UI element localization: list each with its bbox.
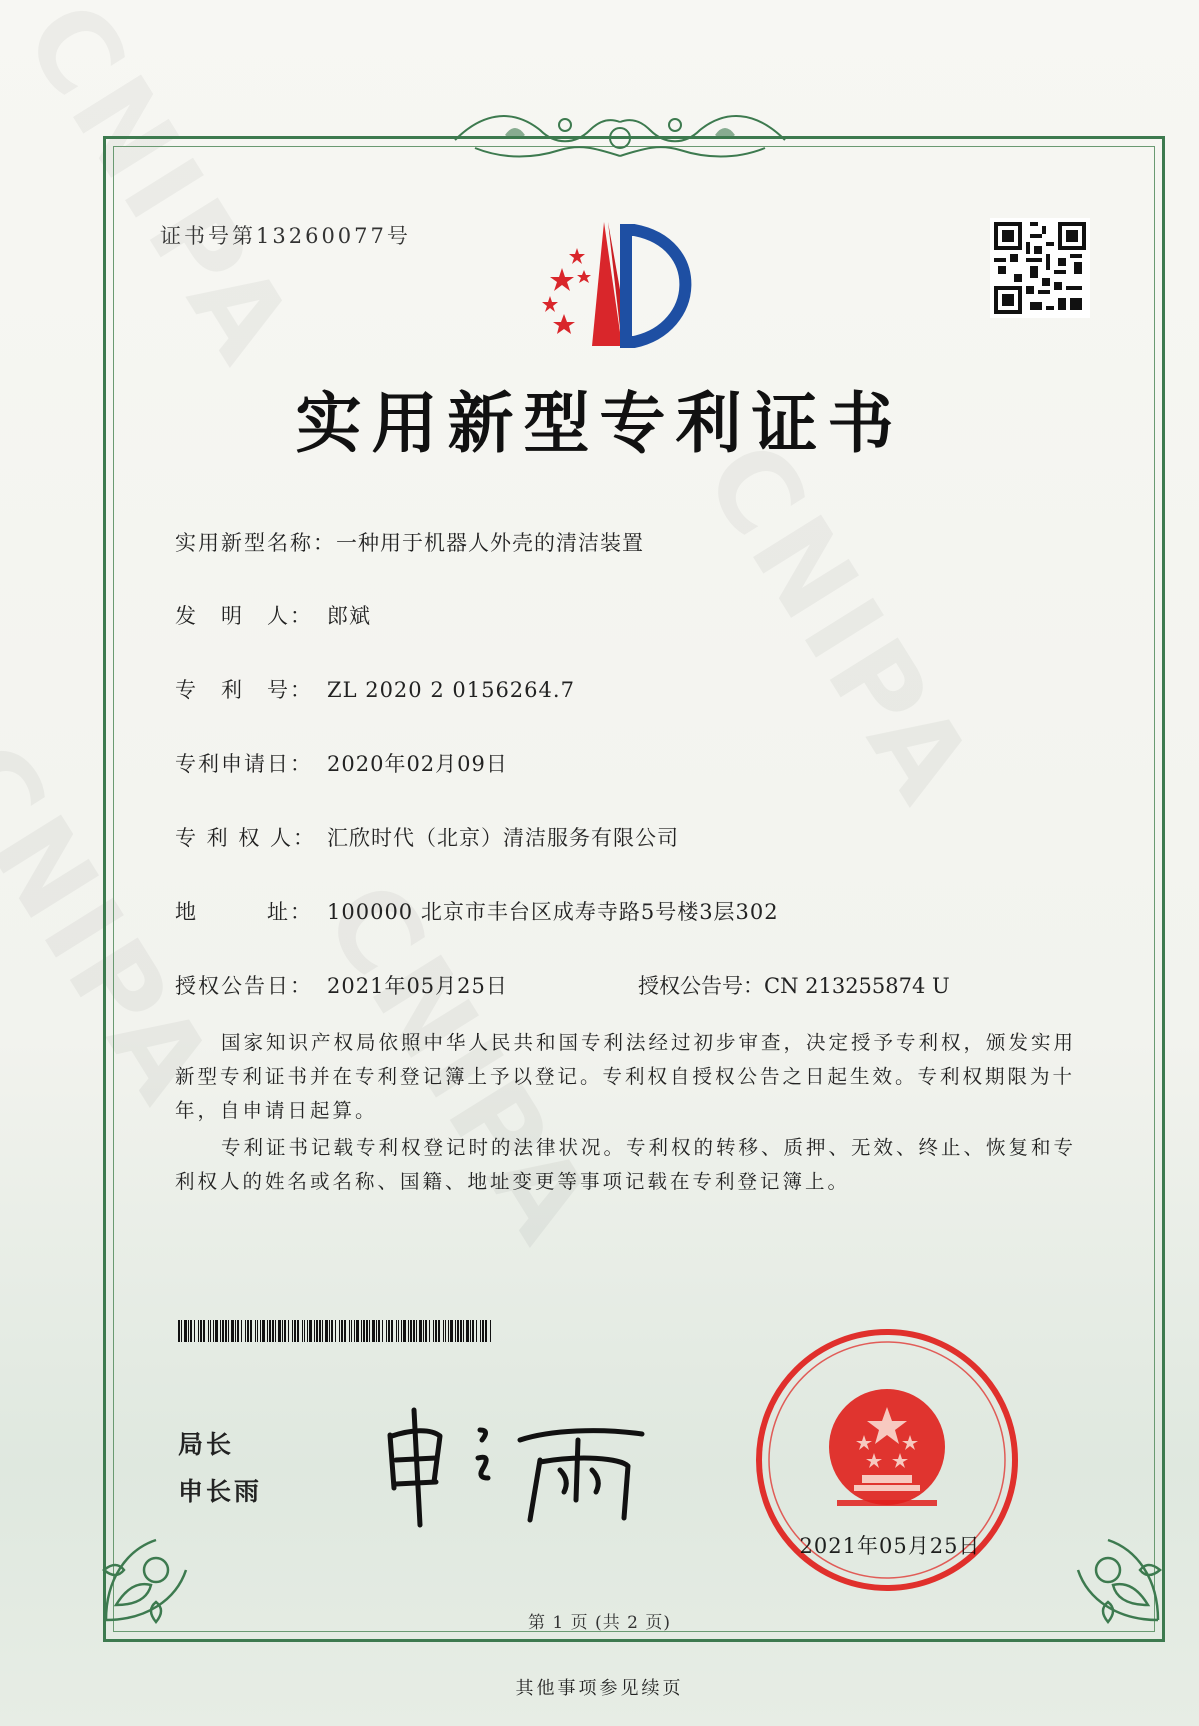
field-grant-date [175,970,508,1000]
field-address [175,896,779,926]
page-indicator: 第 1 页 (共 2 页) [528,1613,671,1633]
field-label: 授权公告日： [175,974,313,998]
qr-code-icon [990,218,1090,318]
field-value: CN 213255874 U [764,974,950,998]
field-value: 2020年02月09日 [327,752,508,776]
field-label: 专 利 权 人： [175,826,317,850]
cnipa-logo-icon [530,218,730,358]
field-label: 发 明 人： [175,604,313,628]
continued-note: 其他事项参见续页 [515,1678,684,1699]
field-label: 授权公告号： [638,974,764,998]
field-value: 2021年05月25日 [327,974,508,998]
field-value: ZL 2020 2 0156264.7 [327,678,575,702]
field-inventor [175,600,371,630]
field-value: 汇欣时代（北京）清洁服务有限公司 [327,826,679,850]
field-label: 专 利 号： [175,678,313,702]
top-ornament-icon [445,100,795,170]
field-filing-date [175,748,508,778]
field-patent-number [175,674,575,704]
field-label: 地 址： [175,900,313,924]
field-grant-number [638,970,950,1000]
certificate-title: 实用新型专利证书 [295,385,904,462]
signatory-name: 申长雨 [178,1477,263,1506]
legal-paragraph: 国家知识产权局依照中华人民共和国专利法经过初步审查，决定授予专利权，颁发实用新型专利证书并在专利登记簿上予以登记。专利权自授权公告之日起生效。专利权期限为十年，自申请日起算。 [175,1031,1077,1122]
seal-date: 2021年05月25日 [799,1534,981,1558]
seal-inscription [1020,1330,1027,1331]
signatory-title: 局长 [178,1430,235,1459]
barcode-icon [178,1320,493,1342]
field-label: 实用新型名称： [175,531,336,555]
field-utility-model-name [175,527,644,557]
legal-paragraph: 专利证书记载专利权登记时的法律状况。专利权的转移、质押、无效、终止、恢复和专利权人的姓名或名称、国籍、地址变更等事项记载在专利登记簿上。 [175,1136,1077,1193]
handwritten-signature [380,1400,650,1530]
field-patentee [175,822,679,852]
field-value: 郎斌 [327,604,371,628]
field-value: 一种用于机器人外壳的清洁装置 [336,531,644,555]
field-value: 100000 北京市丰台区成寿寺路5号楼3层302 [327,900,779,924]
field-label: 专利申请日： [175,752,313,776]
certificate-number: 证书号第13260077号 [160,224,411,248]
